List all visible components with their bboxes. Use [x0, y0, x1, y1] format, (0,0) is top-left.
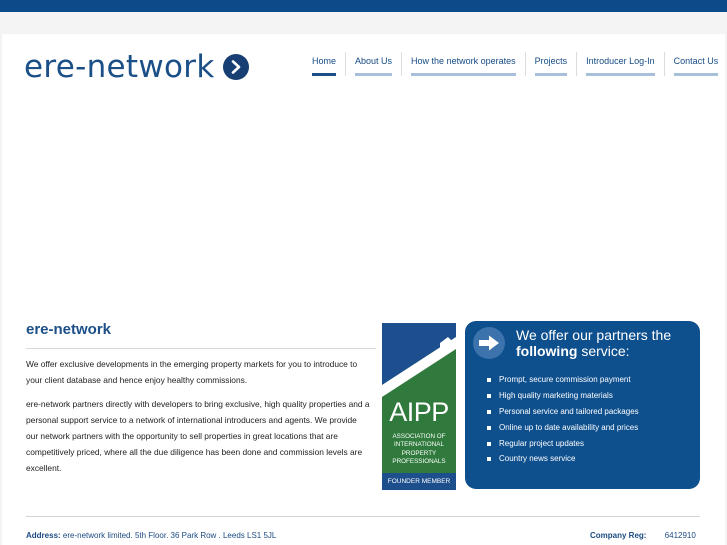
- company-reg-value: 6412910: [664, 531, 696, 540]
- arrow-right-icon: [473, 327, 505, 359]
- page-heading: ere-network: [26, 321, 112, 338]
- nav-projects[interactable]: [525, 52, 577, 76]
- nav-contact-us[interactable]: [664, 52, 727, 76]
- aipp-name-line: PROPERTY: [401, 449, 437, 457]
- list-item: Regular project updates: [487, 436, 639, 452]
- list-item: High quality marketing materials: [487, 388, 639, 404]
- aipp-full-name: [382, 433, 456, 466]
- list-item: Personal service and tailored packages: [487, 404, 639, 420]
- nav-underline: [674, 73, 719, 76]
- aipp-name-line: ASSOCIATION OF: [392, 433, 446, 440]
- top-bar: [0, 0, 727, 12]
- address-label: Address:: [26, 531, 61, 540]
- address-value: ere-network limited. 5th Floor. 36 Park Row . Leeds LS1 5JL: [62, 531, 277, 540]
- aipp-logo: [382, 323, 456, 473]
- nav-home[interactable]: [305, 52, 345, 76]
- nav-introducer-login-label: Introducer Log-In: [586, 56, 655, 66]
- aipp-badge[interactable]: [382, 323, 456, 490]
- aipp-acronym: AIPP: [389, 397, 449, 427]
- partners-paragraph: ere-network partners directly with developers to bring exclusive, high quality properties and a personal support service to a network of international introducers and agents. We provide our network partners with the opportunity to sell properties in great locations that are competitively priced, where all the due diligence has been done and commission levels are excellent.: [26, 399, 370, 473]
- site-logo[interactable]: [24, 50, 249, 84]
- service-list: [487, 372, 639, 467]
- list-item: Online up to date availability and prices: [487, 420, 639, 436]
- nav-projects-label: Projects: [534, 56, 568, 66]
- logo-text: ere-network: [24, 49, 215, 85]
- offer-title-rest: service:: [577, 343, 630, 359]
- footer-address: [26, 531, 276, 540]
- chevron-right-icon: [223, 54, 249, 80]
- nav-underline: [312, 73, 336, 76]
- intro-paragraph: We offer exclusive developments in the emerging property markets for you to introduce to your client database and hence enjoy healthy commissions.: [26, 359, 358, 385]
- nav-home-label: Home: [312, 56, 337, 66]
- offer-title-line1: We offer our partners the: [516, 327, 672, 343]
- aipp-name-line: PROFESSIONALS: [392, 457, 446, 465]
- nav-how-network-operates-label: How the network operates: [411, 56, 516, 66]
- nav-underline: [535, 73, 568, 76]
- house-roof-icon: [382, 323, 456, 397]
- nav-underline: [411, 73, 516, 76]
- footer-company-reg: [590, 531, 696, 540]
- nav-introducer-login[interactable]: [576, 52, 664, 76]
- founder-member-label: FOUNDER MEMBER: [382, 473, 456, 490]
- list-item: Country news service: [487, 451, 639, 467]
- offer-title-line2: [516, 343, 671, 359]
- heading-divider: [26, 348, 376, 349]
- aipp-name-line: INTERNATIONAL: [394, 441, 444, 449]
- nav-underline: [586, 73, 655, 76]
- list-item: Prompt, secure commission payment: [487, 372, 639, 388]
- offer-title: [516, 327, 671, 359]
- nav-about-us-label: About Us: [355, 56, 393, 66]
- main-nav: [305, 52, 727, 76]
- nav-contact-us-label: Contact Us: [673, 56, 719, 66]
- footer-divider: [26, 516, 700, 517]
- offer-panel: [465, 321, 700, 489]
- nav-underline: [355, 73, 392, 76]
- offer-title-bold: following: [516, 343, 578, 359]
- nav-how-network-operates[interactable]: [401, 52, 525, 76]
- nav-about-us[interactable]: [345, 52, 401, 76]
- company-reg-label: Company Reg:: [590, 531, 647, 540]
